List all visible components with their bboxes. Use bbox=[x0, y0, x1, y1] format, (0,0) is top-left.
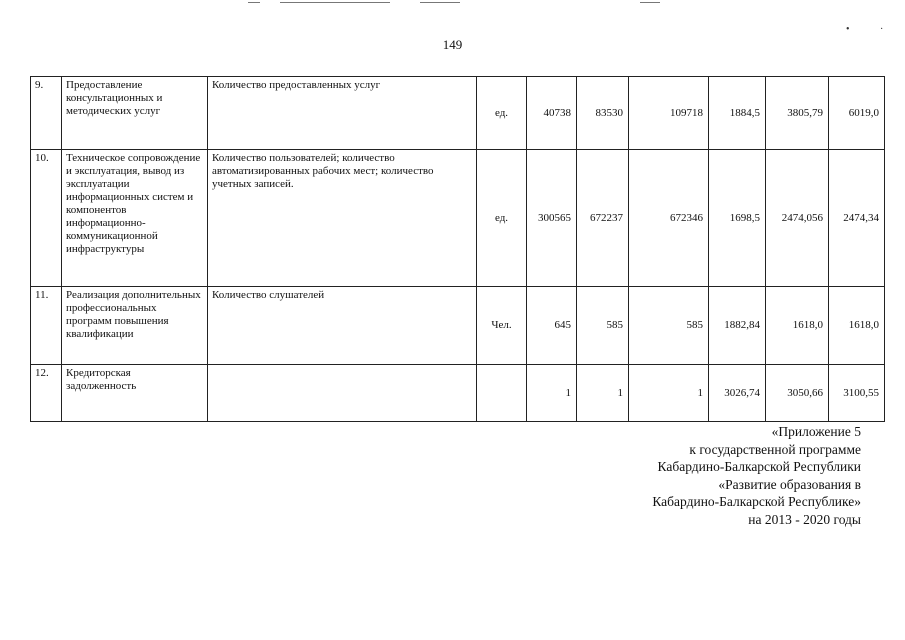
service-name: Кредиторская задолженность bbox=[62, 365, 208, 422]
appendix-line: Кабардино-Балкарской Республике» bbox=[652, 494, 861, 509]
finance-cell: 3805,79 bbox=[766, 77, 829, 150]
row-number: 11. bbox=[31, 287, 62, 365]
finance-cell: 2474,34 bbox=[829, 150, 885, 287]
service-name: Предоставление консультационных и методических услуг bbox=[62, 77, 208, 150]
service-name: Реализация дополнительных профессиональных программ повышения квалификации bbox=[62, 287, 208, 365]
unit-cell: Чел. bbox=[477, 287, 527, 365]
page-number: 149 bbox=[442, 37, 463, 52]
indicator-name: Количество слушателей bbox=[208, 287, 477, 365]
volume-cell: 672346 bbox=[629, 150, 709, 287]
table-row bbox=[31, 150, 885, 287]
volume-cell: 83530 bbox=[577, 77, 629, 150]
scan-artifact-mark: · bbox=[880, 24, 884, 35]
unit-cell bbox=[477, 365, 527, 422]
finance-cell: 2474,056 bbox=[766, 150, 829, 287]
volume-cell: 1 bbox=[527, 365, 577, 422]
finance-cell: 1884,5 bbox=[709, 77, 766, 150]
volume-cell: 300565 bbox=[527, 150, 577, 287]
finance-cell: 1618,0 bbox=[829, 287, 885, 365]
indicator-name bbox=[208, 365, 477, 422]
appendix-line: «Приложение 5 bbox=[771, 424, 861, 439]
scan-artifact-line bbox=[640, 2, 660, 3]
appendix-line: «Развитие образования в bbox=[718, 476, 861, 492]
scan-artifact-mark: • bbox=[846, 24, 850, 35]
volume-cell: 40738 bbox=[527, 77, 577, 150]
table-row bbox=[31, 365, 885, 422]
scan-artifact-line bbox=[280, 2, 390, 3]
appendix-line: к государственной программе bbox=[689, 441, 861, 457]
finance-cell: 1698,5 bbox=[709, 150, 766, 287]
row-number: 12. bbox=[31, 365, 62, 422]
service-name: Техническое сопровождение и эксплуатация, вывод из эксплуатации информационных систем и компонентов информационно-коммуникационной инфраструктуры bbox=[62, 150, 208, 287]
program-table bbox=[30, 76, 885, 422]
unit-cell: ед. bbox=[477, 150, 527, 287]
volume-cell: 585 bbox=[577, 287, 629, 365]
appendix-line: на 2013 - 2020 годы bbox=[748, 511, 861, 527]
table-row bbox=[31, 287, 885, 365]
scan-artifact-line bbox=[420, 2, 460, 3]
volume-cell: 672237 bbox=[577, 150, 629, 287]
indicator-name: Количество предоставленных услуг bbox=[208, 77, 477, 150]
scan-artifact-line bbox=[248, 2, 260, 3]
row-number: 9. bbox=[31, 77, 62, 150]
finance-cell: 1618,0 bbox=[766, 287, 829, 365]
appendix-line: Кабардино-Балкарской Республики bbox=[657, 459, 861, 474]
volume-cell: 1 bbox=[577, 365, 629, 422]
finance-cell: 3050,66 bbox=[766, 365, 829, 422]
finance-cell: 3100,55 bbox=[829, 365, 885, 422]
volume-cell: 109718 bbox=[629, 77, 709, 150]
indicator-name: Количество пользователей; количество автоматизированных рабочих мест; количество учетных записей. bbox=[208, 150, 477, 287]
volume-cell: 645 bbox=[527, 287, 577, 365]
unit-cell: ед. bbox=[477, 77, 527, 150]
volume-cell: 585 bbox=[629, 287, 709, 365]
finance-cell: 6019,0 bbox=[829, 77, 885, 150]
volume-cell: 1 bbox=[629, 365, 709, 422]
table-row bbox=[31, 77, 885, 150]
appendix-note bbox=[652, 423, 861, 528]
finance-cell: 1882,84 bbox=[709, 287, 766, 365]
row-number: 10. bbox=[31, 150, 62, 287]
finance-cell: 3026,74 bbox=[709, 365, 766, 422]
